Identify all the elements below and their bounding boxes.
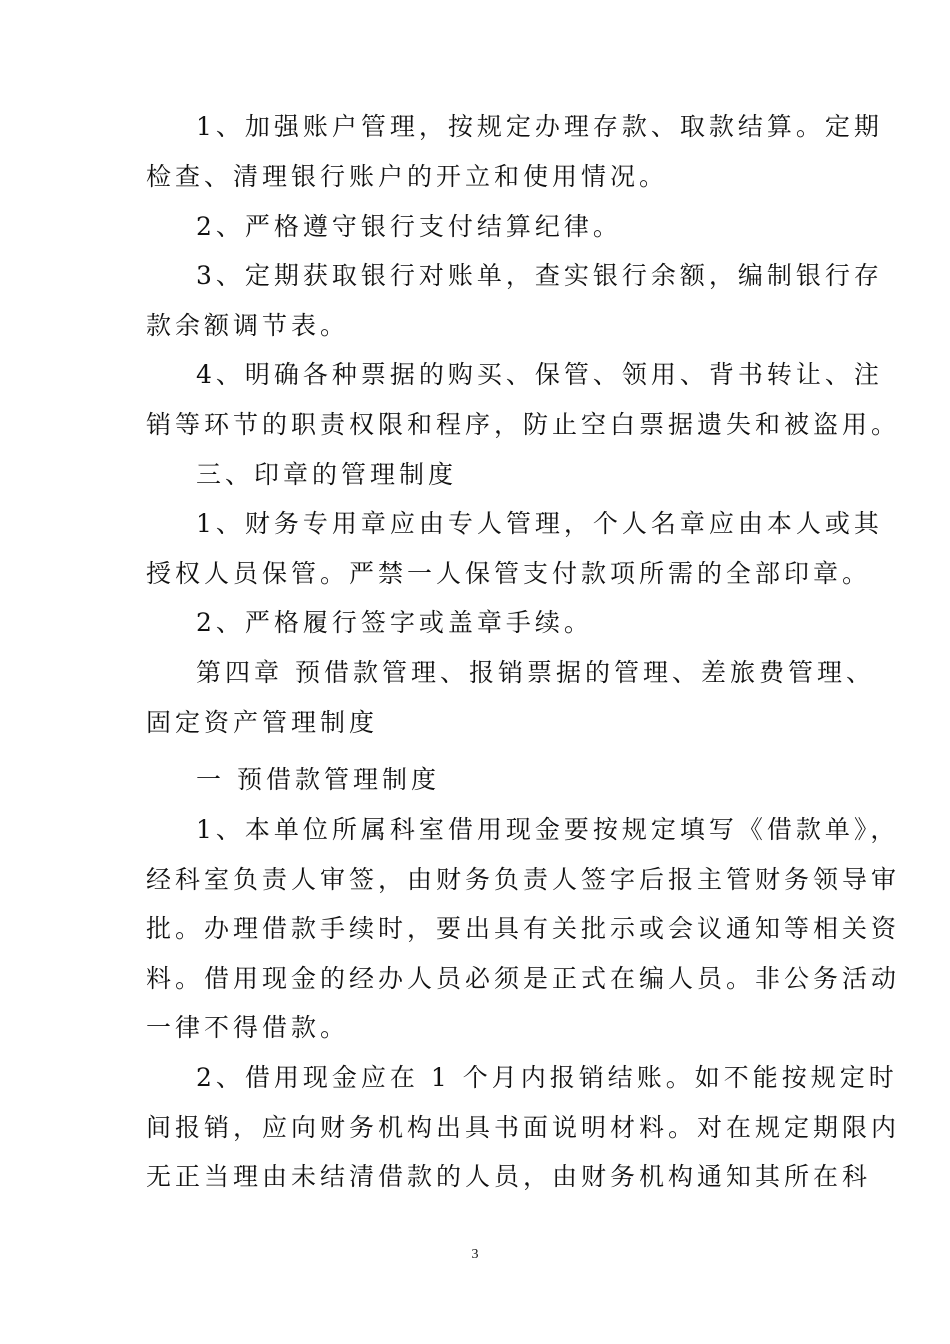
paragraph-line: 料。借用现金的经办人员必须是正式在编人员。非公务活动 xyxy=(146,964,901,993)
paragraph-line: 1、加强账户管理，按规定办理存款、取款结算。定期 xyxy=(196,112,883,141)
paragraph-line: 检查、清理银行账户的开立和使用情况。 xyxy=(146,162,669,191)
paragraph-line: 4、明确各种票据的购买、保管、领用、背书转让、注 xyxy=(196,360,883,389)
paragraph-line: 款余额调节表。 xyxy=(146,311,350,340)
section-heading: 三、印章的管理制度 xyxy=(196,460,458,489)
paragraph-line: 1、本单位所属科室借用现金要按规定填写《借款单》， xyxy=(196,815,900,844)
paragraph-line: 3、定期获取银行对账单，查实银行余额，编制银行存 xyxy=(196,261,883,290)
chapter-heading: 第四章 预借款管理、报销票据的管理、差旅费管理、 xyxy=(196,658,875,687)
chapter-heading: 固定资产管理制度 xyxy=(146,708,379,737)
paragraph-line: 1、财务专用章应由专人管理，个人名章应由本人或其 xyxy=(196,509,883,538)
paragraph-line: 销等环节的职责权限和程序，防止空白票据遗失和被盗用。 xyxy=(146,410,901,439)
section-heading: 一 预借款管理制度 xyxy=(196,765,440,794)
page-number: 3 xyxy=(471,1247,479,1262)
paragraph-line: 2、严格履行签字或盖章手续。 xyxy=(196,608,593,637)
paragraph-line: 授权人员保管。严禁一人保管支付款项所需的全部印章。 xyxy=(146,559,872,588)
paragraph-line: 无正当理由未结清借款的人员，由财务机构通知其所在科 xyxy=(146,1162,872,1191)
paragraph-line: 经科室负责人审签，由财务负责人签字后报主管财务领导审 xyxy=(146,865,901,894)
paragraph-line: 一律不得借款。 xyxy=(146,1013,350,1042)
paragraph-line: 间报销，应向财务机构出具书面说明材料。对在规定期限内 xyxy=(146,1113,901,1142)
paragraph-line: 2、严格遵守银行支付结算纪律。 xyxy=(196,212,622,241)
paragraph-line: 2、借用现金应在 1 个月内报销结账。如不能按规定时 xyxy=(196,1063,898,1092)
paragraph-line: 批。办理借款手续时，要出具有关批示或会议通知等相关资 xyxy=(146,914,901,943)
